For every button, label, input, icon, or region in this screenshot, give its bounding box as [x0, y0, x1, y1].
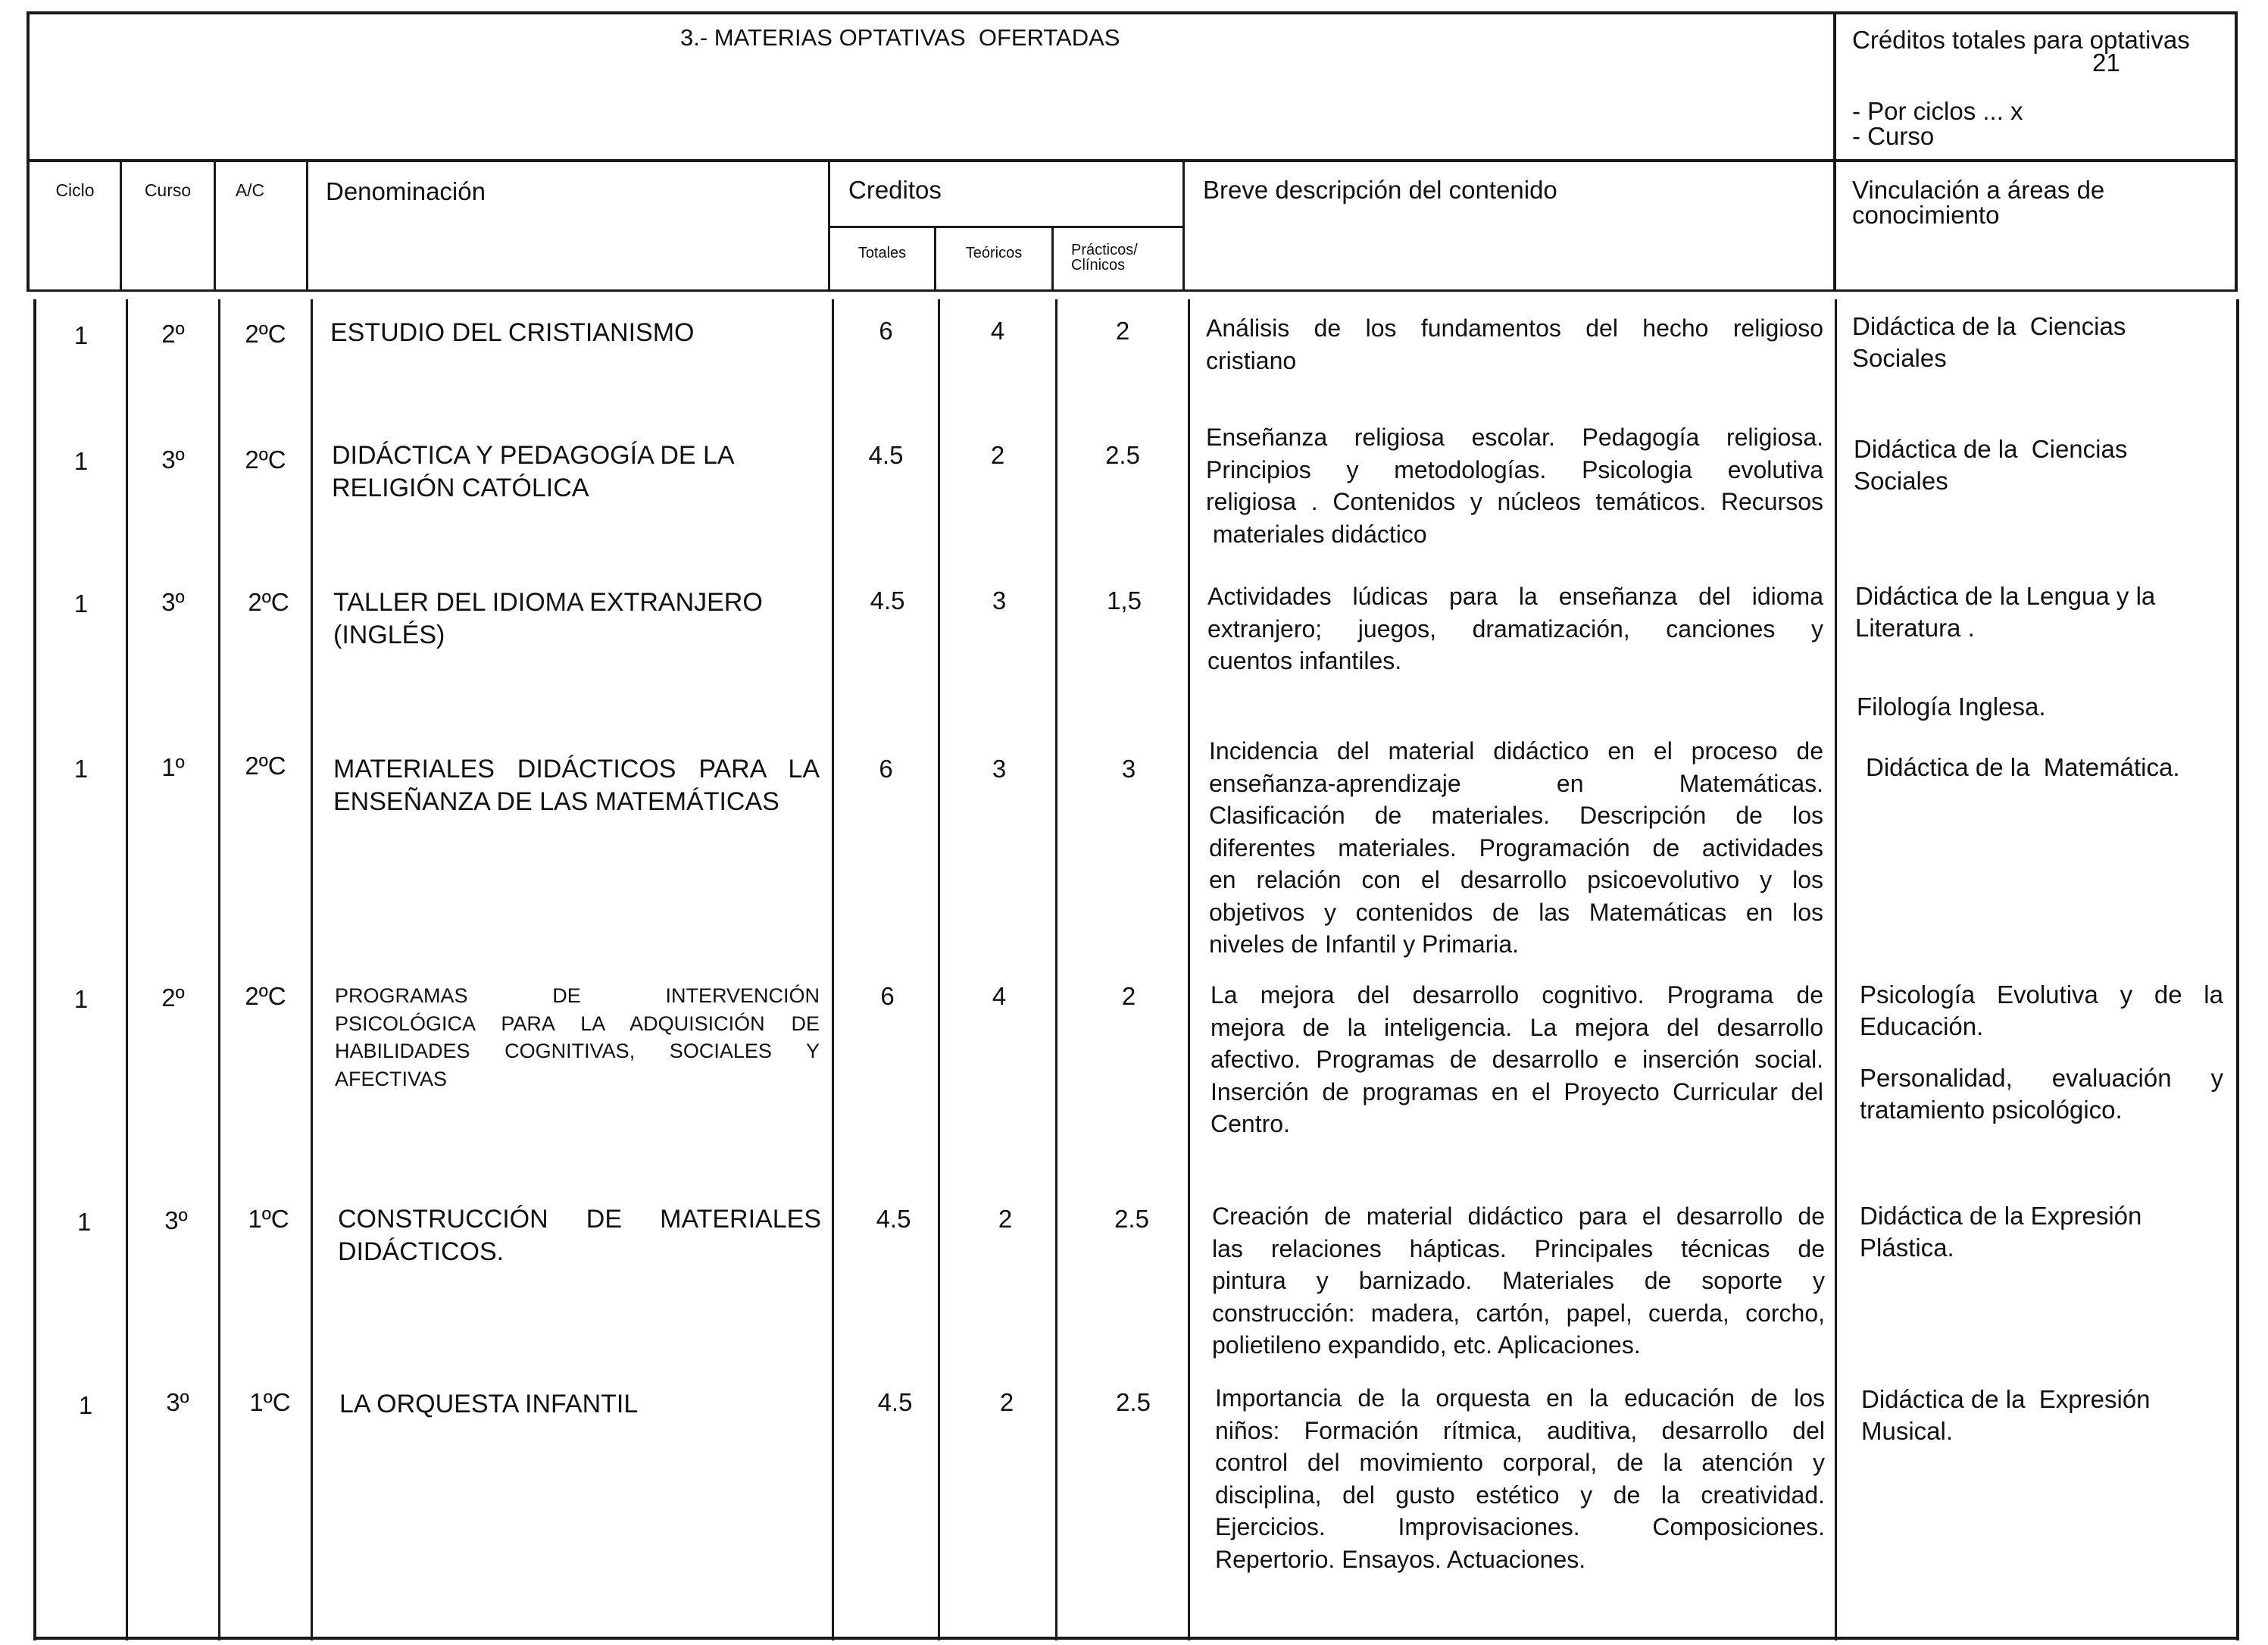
name-line: ENSEÑANZA DE LAS MATEMÁTICAS: [333, 787, 779, 817]
table-row-description: [1206, 312, 1823, 377]
table-row-name: [333, 753, 820, 818]
name-line: DIDÁCTICOS.: [338, 1237, 505, 1267]
desc-line: niveles de Infantil y Primaria.: [1209, 930, 1520, 959]
col-header-ac: A/C: [235, 180, 265, 200]
area-line: Educación.: [1860, 1012, 1984, 1040]
name-line: CONSTRUCCIÓN DE MATERIALES: [338, 1205, 821, 1234]
col-header-practicos-line1: Prácticos/: [1071, 242, 1138, 258]
body-left-border: [33, 299, 36, 1640]
table-row-practicos: 2.5: [1116, 1388, 1151, 1416]
header-bottom-border: [27, 159, 2238, 162]
table-row-curso: 3º: [164, 1206, 188, 1234]
table-row-description: [1209, 735, 1823, 961]
table-row-name: [338, 1203, 821, 1268]
table-row-curso: 1º: [161, 753, 185, 781]
desc-line: Análisis de los fundamentos del hecho religioso: [1206, 314, 1823, 342]
by-cycles-label: - Por ciclos ... x: [1852, 97, 2023, 125]
table-row-ciclo: 1: [73, 755, 89, 783]
body-col-line: [1835, 299, 1837, 1640]
desc-line: Inserción de programas en el Proyecto Curricular del: [1211, 1077, 1823, 1106]
area-line: Plástica.: [1860, 1233, 1954, 1262]
table-row-totales: 4.5: [877, 1388, 913, 1416]
desc-line: Principios y metodologías. Psicologia evolutiva: [1206, 455, 1823, 483]
name-line: ESTUDIO DEL CRISTIANISMO: [330, 318, 695, 347]
table-row-ciclo: 1: [73, 985, 89, 1013]
table-row-description: [1207, 580, 1823, 677]
desc-line: cristiano: [1206, 346, 1297, 374]
table-row-totales: 6: [880, 982, 895, 1010]
desc-line: control del movimiento corporal, de la atención y: [1215, 1449, 1825, 1477]
table-row-curso: 2º: [161, 984, 185, 1012]
area-line: Didáctica de la Lengua y la: [1855, 582, 2156, 610]
desc-line: Ejercicios. Improvisaciones. Composiciones.: [1215, 1513, 1825, 1541]
table-row-totales: 4.5: [876, 1205, 911, 1233]
body-col-line: [1188, 299, 1190, 1640]
col-divider: [1051, 227, 1054, 291]
desc-line: Clasificación de materiales. Descripción de los: [1209, 802, 1823, 830]
table-row-name: [333, 586, 822, 652]
desc-line: Actividades lúdicas para la enseñanza del idioma: [1207, 583, 1823, 610]
desc-line: pintura y barnizado. Materiales de soporte y: [1212, 1267, 1825, 1295]
table-row-ciclo: 1: [73, 321, 89, 349]
desc-line: disciplina, del gusto estético y de la creatividad.: [1215, 1481, 1825, 1509]
name-line: LA ORQUESTA INFANTIL: [339, 1390, 639, 1418]
body-right-border: [2236, 299, 2239, 1640]
header-divider: [1833, 11, 1836, 292]
body-bottom-border: [33, 1637, 2239, 1640]
area-line: tratamiento psicológico.: [1860, 1095, 2123, 1124]
table-row-totales: 6: [879, 317, 893, 345]
desc-line: religiosa . Contenidos y núcleos temáticos. Recursos: [1206, 488, 1823, 516]
table-row-description: [1215, 1382, 1825, 1575]
desc-line: niños: Formación rítmica, auditiva, desarrollo del: [1215, 1416, 1825, 1444]
desc-line: afectivo. Programas de desarrollo e inserción social.: [1211, 1046, 1823, 1074]
desc-line: Centro.: [1211, 1110, 1290, 1138]
table-row-description: [1212, 1200, 1825, 1362]
table-row-teoricos: 3: [992, 755, 1007, 783]
table-row-name: [330, 317, 819, 349]
table-row-teoricos: 4: [990, 317, 1005, 345]
credits-total-label: Créditos totales para optativas: [1852, 26, 2190, 54]
table-row-practicos: 3: [1121, 755, 1136, 783]
name-line: DIDÁCTICA Y PEDAGOGÍA DE LA: [332, 441, 735, 470]
body-col-line: [311, 299, 313, 1640]
table-row-teoricos: 2: [999, 1388, 1014, 1416]
col-header-practicos-line2: Clínicos: [1071, 257, 1126, 274]
area-line: Sociales: [1852, 343, 1947, 372]
desc-line: construcción: madera, cartón, papel, cuerda, corcho,: [1212, 1299, 1825, 1327]
table-row-ciclo: 1: [77, 1208, 92, 1236]
area-line: Didáctica de la Ciencias: [1852, 312, 2126, 340]
table-row-areas: [1852, 311, 2223, 374]
desc-line: mejora de la inteligencia. La mejora del desarrollo: [1211, 1013, 1823, 1041]
col-header-vinculacion-line1: Vinculación a áreas de: [1852, 176, 2105, 204]
document-title: 3.- MATERIAS OPTATIVAS OFERTADAS: [680, 24, 1120, 51]
desc-line: La mejora del desarrollo cognitivo. Programa de: [1211, 981, 1823, 1009]
table-row-totales: 4.5: [870, 586, 905, 615]
name-line: AFECTIVAS: [335, 1068, 448, 1091]
table-row-curso: 3º: [161, 588, 185, 616]
col-header-ciclo: Ciclo: [55, 180, 95, 200]
desc-line: cuentos infantiles.: [1207, 647, 1402, 675]
header-columns-bottom: [27, 289, 2238, 292]
body-col-line: [126, 299, 128, 1640]
table-row-ac: 2ºC: [248, 588, 289, 616]
desc-line: Enseñanza religiosa escolar. Pedagogía religiosa.: [1206, 424, 1823, 451]
col-header-practicos: [1071, 242, 1138, 273]
desc-line: Creación de material didáctico para el desarrollo de: [1212, 1202, 1825, 1230]
table-row-practicos: 2.5: [1114, 1205, 1149, 1233]
table-row-teoricos: 4: [992, 982, 1007, 1010]
table-row-practicos: 2: [1121, 982, 1136, 1010]
area-line: Sociales: [1854, 466, 1948, 495]
name-line: MATERIALES DIDÁCTICOS PARA LA: [333, 755, 820, 783]
table-row-teoricos: 3: [992, 586, 1007, 615]
name-line: HABILIDADES COGNITIVAS, SOCIALES Y: [335, 1040, 820, 1063]
table-row-areas: [1860, 979, 2223, 1042]
desc-line: las relaciones hápticas. Principales técnicas de: [1212, 1234, 1825, 1262]
header-right-border: [2235, 11, 2238, 292]
header-left-border: [27, 11, 30, 292]
table-row-areas: [1861, 1384, 2225, 1446]
table-row-name: [335, 982, 820, 1093]
name-line: TALLER DEL IDIOMA EXTRANJERO: [333, 588, 763, 617]
table-row-curso: 2º: [161, 320, 185, 348]
name-line: RELIGIÓN CATÓLICA: [332, 474, 589, 503]
desc-line: diferentes materiales. Programación de actividades: [1209, 833, 1823, 862]
col-header-curso: Curso: [144, 180, 192, 200]
desc-line: Repertorio. Ensayos. Actuaciones.: [1215, 1545, 1586, 1573]
table-row-name: [332, 439, 820, 505]
desc-line: en relación con el desarrollo psicoevolutivo y los: [1209, 866, 1823, 894]
table-row-totales: 4.5: [868, 441, 904, 469]
col-divider: [306, 161, 308, 291]
body-col-line: [218, 299, 220, 1640]
table-row-curso: 3º: [166, 1388, 189, 1416]
desc-line: objetivos y contenidos de las Matemáticas en los: [1209, 898, 1823, 926]
table-row-description: [1206, 421, 1823, 550]
desc-line: polietileno expandido, etc. Aplicaciones.: [1212, 1331, 1641, 1359]
name-line: PSICOLÓGICA PARA LA ADQUISICIÓN DE: [335, 1012, 820, 1035]
table-row-ciclo: 1: [78, 1391, 93, 1419]
table-row-teoricos: 2: [990, 441, 1005, 469]
table-row-totales: 6: [879, 755, 893, 783]
name-line: PROGRAMAS DE INTERVENCIÓN: [335, 984, 820, 1007]
table-row-ac: 2ºC: [245, 752, 286, 780]
col-header-teoricos: Teóricos: [965, 245, 1023, 261]
desc-line: enseñanza-aprendizaje en Matemáticas.: [1209, 769, 1823, 797]
table-row-ac: 2ºC: [245, 320, 286, 348]
col-header-vinculacion-line2: conocimiento: [1852, 201, 2000, 229]
body-col-line: [832, 299, 834, 1640]
desc-line: Incidencia del material didáctico en el proceso de: [1209, 737, 1823, 765]
table-row-areas: [1855, 580, 2226, 643]
table-row-curso: 3º: [161, 446, 185, 474]
area-line: Musical.: [1861, 1416, 1954, 1445]
area-line: Didáctica de la Ciencias: [1854, 435, 2128, 463]
header-top-border: [27, 11, 2238, 14]
table-row-teoricos: 2: [998, 1205, 1013, 1233]
col-header-vinculacion: [1852, 177, 2104, 227]
table-row-areas-extra: [1860, 1062, 2223, 1125]
table-row-ac: 2ºC: [245, 982, 286, 1010]
table-row-areas: [1860, 1200, 2223, 1263]
desc-line: materiales didáctico: [1206, 520, 1427, 548]
credits-total-value: 21: [2092, 48, 2120, 77]
table-row-practicos: 2: [1115, 317, 1130, 345]
table-row-description: [1211, 979, 1823, 1140]
table-row-ac: 1ºC: [249, 1388, 291, 1416]
body-col-line: [1055, 299, 1057, 1640]
table-row-practicos: 1,5: [1107, 586, 1142, 615]
body-col-line: [938, 299, 940, 1640]
table-row-name: [339, 1388, 821, 1421]
table-row-areas: [1866, 752, 2229, 783]
col-header-creditos: Creditos: [848, 176, 942, 204]
area-line: Literatura .: [1855, 613, 1975, 642]
area-line: Didáctica de la Expresión: [1861, 1385, 2151, 1413]
area-line: Didáctica de la Matemática.: [1866, 753, 2180, 781]
table-row-ciclo: 1: [73, 590, 89, 618]
table-row-ac: 1ºC: [248, 1205, 289, 1233]
table-row-areas-extra: Filología Inglesa.: [1857, 693, 2046, 721]
name-line: (INGLÉS): [333, 621, 445, 650]
area-line: Psicología Evolutiva y de la: [1860, 980, 2223, 1009]
area-line: Didáctica de la Expresión: [1860, 1202, 2142, 1230]
table-row-practicos: 2.5: [1105, 441, 1140, 469]
desc-line: extranjero; juegos, dramatización, canciones y: [1207, 615, 1823, 643]
col-header-totales: Totales: [858, 245, 907, 261]
col-header-denominacion: Denominación: [326, 177, 486, 205]
area-line: Personalidad, evaluación y: [1860, 1064, 2223, 1092]
table-row-ac: 2ºC: [245, 446, 286, 474]
table-row-ciclo: 1: [73, 447, 89, 475]
col-header-descripcion: Breve descripción del contenido: [1203, 176, 1557, 204]
desc-line: Importancia de la orquesta en la educación de los: [1215, 1384, 1825, 1412]
by-course-label: - Curso: [1852, 122, 1935, 150]
table-row-areas: [1854, 433, 2225, 496]
creditos-subdivider: [828, 226, 1184, 228]
